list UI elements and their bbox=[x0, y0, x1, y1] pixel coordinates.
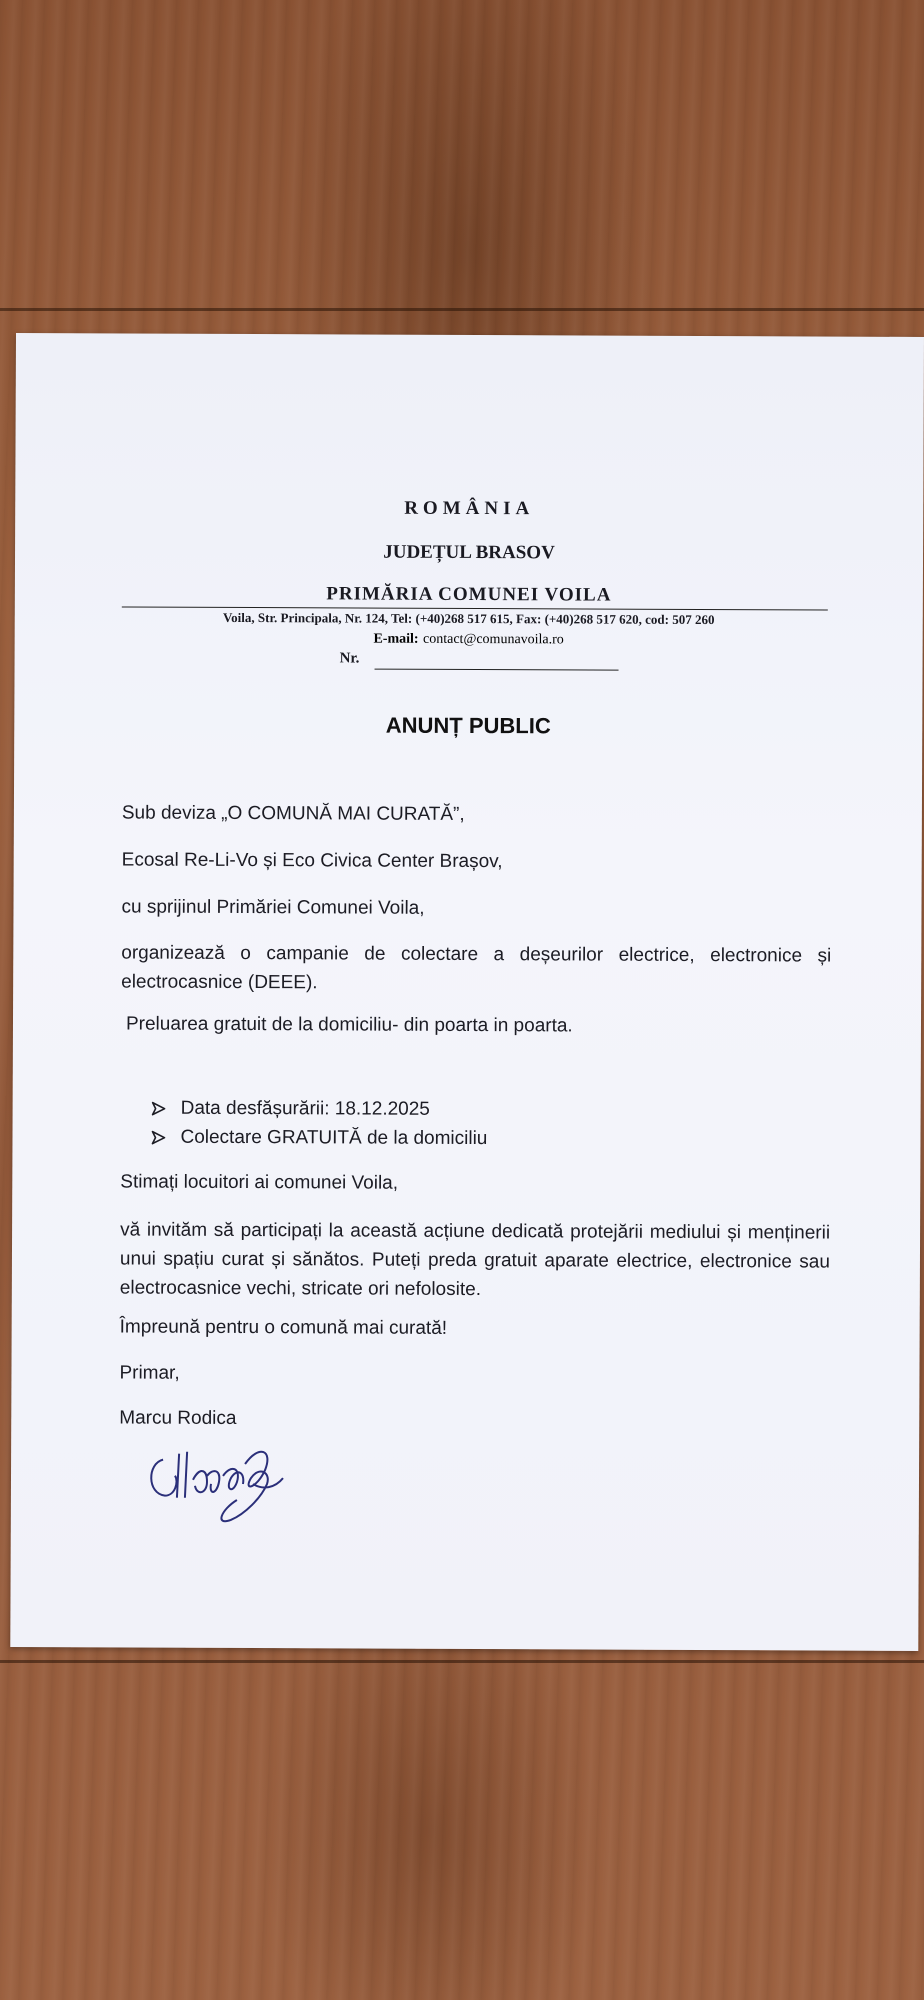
letterhead-email-row bbox=[15, 629, 923, 650]
letterhead-address: Voila, Str. Principala, Nr. 124, Tel: (+40)268 517 615, Fax: (+40)268 517 620, cod: 507 260 bbox=[222, 609, 715, 628]
email-label: E-mail: bbox=[373, 631, 419, 647]
arrow-bullet-icon bbox=[150, 1130, 166, 1151]
signature-role: Primar, bbox=[119, 1362, 180, 1384]
letterhead-country: ROMÂNIA bbox=[404, 497, 535, 520]
registration-number-label: Nr. bbox=[339, 650, 360, 667]
closing-line: Împreună pentru o comună mai curată! bbox=[119, 1316, 448, 1339]
intro-line-2: Ecosal Re-Li-Vo și Eco Civica Center Brașov, bbox=[121, 849, 503, 873]
signature-name: Marcu Rodica bbox=[119, 1407, 237, 1429]
campaign-paragraph: organizează o campanie de colectare a deșeurilor electrice, electronice și electrocasnice (DEEE). bbox=[121, 942, 832, 994]
invitation-paragraph: vă invităm să participați la această acțiune dedicată protejării mediului și menținerii unui spațiu curat și sănătos. Puteți preda gratuit aparate electrice, electronice sau electrocasnice vechi, stricate ori nefolosite. bbox=[119, 1219, 831, 1301]
letterhead-institution: PRIMĂRIA COMUNEI VOILA bbox=[326, 583, 612, 606]
announcement-title: ANUNȚ PUBLIC bbox=[385, 712, 551, 739]
bullet-item: Data desfășurării: 18.12.2025 bbox=[180, 1097, 430, 1120]
table-plank-seam bbox=[0, 1660, 924, 1663]
arrow-bullet-icon bbox=[151, 1101, 167, 1122]
intro-line-3: cu sprijinul Primăriei Comunei Voila, bbox=[121, 896, 425, 919]
handwritten-signature bbox=[141, 1424, 291, 1539]
letterhead-county: JUDEȚUL BRASOV bbox=[383, 541, 555, 564]
pickup-paragraph: Preluarea gratuit de la domiciliu- din poarta in poarta. bbox=[125, 1013, 573, 1037]
greeting-line: Stimați locuitori ai comunei Voila, bbox=[120, 1171, 399, 1194]
email-value: contact@comunavoila.ro bbox=[423, 631, 564, 648]
announcement-paper bbox=[10, 333, 924, 1651]
registration-number-blank bbox=[375, 669, 619, 671]
bullet-item: Colectare GRATUITĂ de la domiciliu bbox=[180, 1126, 488, 1150]
intro-line-1: Sub deviza „O COMUNĂ MAI CURATĂ”, bbox=[121, 802, 465, 825]
table-plank-seam bbox=[0, 308, 924, 311]
